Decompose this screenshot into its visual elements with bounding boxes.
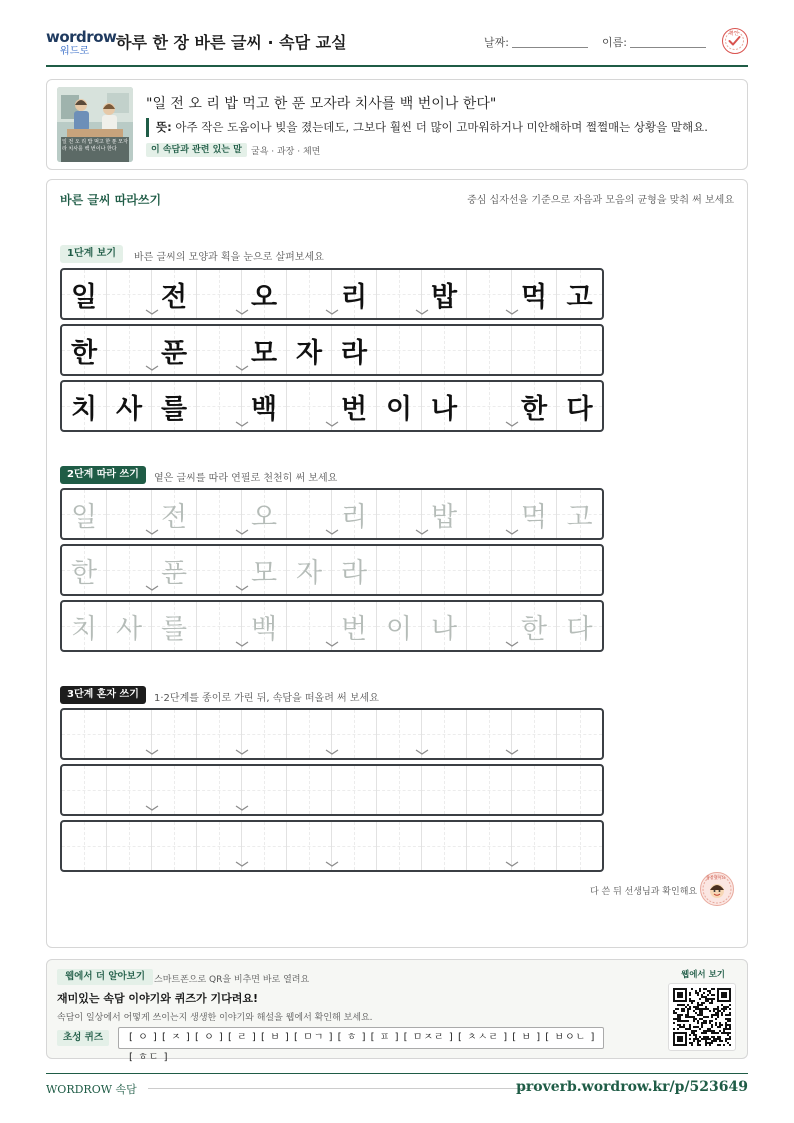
- check-badge-text: 확인: [729, 31, 739, 37]
- writing-cell[interactable]: [242, 490, 287, 538]
- writing-cell[interactable]: [422, 766, 467, 814]
- writing-char: 를: [160, 613, 188, 645]
- space-mark-icon: [234, 860, 250, 868]
- footer-url-link[interactable]: proverb.wordrow.kr/p/523649: [516, 1079, 748, 1095]
- writing-cell: [242, 382, 287, 430]
- footer-divider: [46, 1073, 748, 1074]
- writing-char: 자: [295, 557, 323, 589]
- logo-text: wordrow: [46, 28, 117, 46]
- step2-tag: 2단계 따라 쓰기: [60, 466, 146, 484]
- quiz-tag: 초성 퀴즈: [57, 1030, 109, 1046]
- space-mark-icon: [234, 748, 250, 756]
- space-mark-icon: [504, 308, 520, 316]
- writing-cell[interactable]: [422, 710, 467, 758]
- writing-cell: [107, 382, 152, 430]
- writing-cell[interactable]: [512, 766, 557, 814]
- writing-char: 나: [430, 613, 458, 645]
- writing-cell: [62, 382, 107, 430]
- space-mark-icon: [144, 584, 160, 592]
- space-mark-icon: [234, 364, 250, 372]
- writing-cell[interactable]: [332, 822, 377, 870]
- proverb-illustration: [57, 87, 133, 162]
- writing-char: 오: [250, 281, 278, 313]
- writing-char: 일: [70, 281, 98, 313]
- writing-cell[interactable]: [512, 822, 557, 870]
- writing-char: 일: [70, 501, 98, 533]
- space-mark-icon: [414, 308, 430, 316]
- writing-char: 라: [340, 337, 368, 369]
- space-mark-icon: [144, 804, 160, 812]
- space-mark-icon: [504, 528, 520, 536]
- writing-cell: [512, 270, 557, 318]
- writing-cell: [332, 326, 377, 374]
- header-divider: [46, 65, 748, 67]
- writing-cell[interactable]: [422, 602, 467, 650]
- writing-char: 이: [385, 393, 413, 425]
- writing-cell[interactable]: [332, 490, 377, 538]
- step2-writing-row[interactable]: [60, 600, 604, 652]
- writing-cell: [557, 382, 602, 430]
- writing-cell[interactable]: [422, 546, 467, 594]
- writing-cell: [422, 270, 467, 318]
- space-mark-icon: [504, 640, 520, 648]
- writing-cell: [512, 382, 557, 430]
- writing-char: 밥: [430, 281, 458, 313]
- writing-char: 고: [566, 501, 593, 533]
- writing-char: 나: [430, 393, 458, 425]
- promo-subtext: 속담이 일상에서 어떻게 쓰이는지 생생한 이야기와 해설을 웹에서 확인해 보세요.: [57, 1013, 373, 1023]
- writing-cell: [467, 326, 512, 374]
- writing-cell[interactable]: [422, 490, 467, 538]
- writing-cell[interactable]: [242, 822, 287, 870]
- writing-cell[interactable]: [332, 602, 377, 650]
- praise-stamp-icon: [700, 872, 734, 906]
- step2-hint: 옅은 글씨를 따라 연필로 천천히 써 보세요: [154, 473, 338, 484]
- space-mark-icon: [504, 860, 520, 868]
- stamp-text: 참잘했어요: [706, 875, 726, 880]
- writing-cell[interactable]: [332, 710, 377, 758]
- step2-writing-row[interactable]: [60, 488, 604, 540]
- writing-cell[interactable]: [557, 822, 602, 870]
- step3-writing-row[interactable]: [60, 820, 604, 872]
- writing-char: 한: [520, 393, 548, 425]
- teacher-note: 다 쓴 뒤 선생님과 확인해요: [590, 887, 698, 897]
- writing-cell[interactable]: [422, 822, 467, 870]
- writing-cell: [242, 326, 287, 374]
- writing-char: 모: [250, 337, 278, 369]
- writing-cell[interactable]: [557, 766, 602, 814]
- date-label: 날짜:: [484, 36, 509, 49]
- writing-char: 푼: [160, 337, 188, 369]
- space-mark-icon: [144, 308, 160, 316]
- writing-cell[interactable]: [242, 546, 287, 594]
- space-mark-icon: [234, 420, 250, 428]
- step3-writing-row[interactable]: [60, 764, 604, 816]
- writing-cell[interactable]: [152, 822, 197, 870]
- writing-cell: [152, 270, 197, 318]
- writing-cell[interactable]: [377, 766, 422, 814]
- writing-cell[interactable]: [152, 602, 197, 650]
- writing-char: 번: [340, 393, 368, 425]
- writing-cell[interactable]: [152, 766, 197, 814]
- writing-char: 푼: [160, 557, 188, 589]
- writing-cell[interactable]: [62, 710, 107, 758]
- writing-cell[interactable]: [287, 546, 332, 594]
- space-mark-icon: [234, 584, 250, 592]
- logo-subtext: 워드로: [60, 46, 89, 57]
- page-title: 하루 한 장 바른 글씨 · 속담 교실: [116, 33, 347, 52]
- writing-cell[interactable]: [512, 710, 557, 758]
- space-mark-icon: [144, 528, 160, 536]
- writing-cell[interactable]: [557, 602, 602, 650]
- footer-line: [148, 1088, 538, 1089]
- writing-cell[interactable]: [107, 822, 152, 870]
- writing-cell: [557, 270, 602, 318]
- name-field[interactable]: [630, 47, 706, 48]
- writing-cell[interactable]: [557, 710, 602, 758]
- writing-cell[interactable]: [467, 766, 512, 814]
- check-badge-icon: [722, 28, 748, 54]
- space-mark-icon: [414, 748, 430, 756]
- step1-tag: 1단계 보기: [60, 245, 123, 263]
- writing-cell: [62, 326, 107, 374]
- related-words-tag: 이 속담과 관련 있는 말: [146, 143, 247, 157]
- writing-char: 사: [115, 393, 143, 425]
- writing-cell[interactable]: [512, 490, 557, 538]
- writing-cell: [332, 270, 377, 318]
- writing-cell[interactable]: [62, 602, 107, 650]
- name-label: 이름:: [602, 36, 627, 49]
- space-mark-icon: [324, 860, 340, 868]
- writing-char: 한: [70, 557, 98, 589]
- space-mark-icon: [414, 528, 430, 536]
- space-mark-icon: [324, 640, 340, 648]
- space-mark-icon: [234, 640, 250, 648]
- writing-char: 라: [340, 557, 368, 589]
- qr-label: 웹에서 보기: [681, 970, 726, 980]
- space-mark-icon: [324, 528, 340, 536]
- promo-headline: 재미있는 속담 이야기와 퀴즈가 기다려요!: [57, 992, 258, 1005]
- writing-cell[interactable]: [107, 602, 152, 650]
- writing-cell[interactable]: [557, 490, 602, 538]
- step3-hint: 1·2단계를 종이로 가린 뒤, 속담을 떠올려 써 보세요: [154, 693, 379, 704]
- writing-char: 전: [160, 281, 188, 313]
- writing-char: 치: [70, 613, 98, 645]
- writing-char: 자: [295, 337, 323, 369]
- writing-cell: [377, 382, 422, 430]
- writing-cell: [62, 270, 107, 318]
- writing-cell[interactable]: [62, 822, 107, 870]
- writing-char: 다: [566, 613, 593, 645]
- meaning-accent-bar: [146, 118, 149, 137]
- writing-cell[interactable]: [512, 546, 557, 594]
- writing-char: 오: [250, 501, 278, 533]
- proverb-text: "일 전 오 리 밥 먹고 한 푼 모자라 치사를 백 번이나 한다": [146, 96, 497, 112]
- writing-cell[interactable]: [152, 490, 197, 538]
- practice-hint: 중심 십자선을 기준으로 자음과 모음의 균형을 맞춰 써 보세요: [467, 195, 734, 206]
- space-mark-icon: [504, 748, 520, 756]
- writing-cell: [152, 326, 197, 374]
- space-mark-icon: [234, 308, 250, 316]
- step1-hint: 바른 글씨의 모양과 획을 눈으로 살펴보세요: [134, 252, 324, 263]
- date-field[interactable]: [512, 47, 588, 48]
- space-mark-icon: [144, 748, 160, 756]
- writing-cell: [377, 326, 422, 374]
- writing-char: 를: [160, 393, 188, 425]
- writing-char: 리: [340, 281, 368, 313]
- writing-char: 백: [250, 613, 278, 645]
- illustration-caption: 일 전 오 리 밥 먹고 한 푼 모자라 치사를 백 번이나 한다: [62, 139, 128, 152]
- writing-char: 모: [250, 557, 278, 589]
- writing-cell[interactable]: [242, 710, 287, 758]
- writing-char: 한: [520, 613, 548, 645]
- writing-cell: [557, 326, 602, 374]
- writing-char: 먹: [520, 501, 548, 533]
- writing-cell[interactable]: [242, 766, 287, 814]
- writing-char: 전: [160, 501, 188, 533]
- writing-char: 백: [250, 393, 278, 425]
- space-mark-icon: [324, 748, 340, 756]
- writing-cell[interactable]: [377, 602, 422, 650]
- writing-char: 리: [340, 501, 368, 533]
- writing-cell[interactable]: [377, 822, 422, 870]
- step1-writing-row: [60, 324, 604, 376]
- writing-char: 밥: [430, 501, 458, 533]
- space-mark-icon: [144, 364, 160, 372]
- writing-char: 사: [115, 613, 143, 645]
- writing-cell: [242, 270, 287, 318]
- writing-cell[interactable]: [332, 546, 377, 594]
- writing-cell[interactable]: [467, 546, 512, 594]
- writing-char: 다: [566, 393, 593, 425]
- space-mark-icon: [234, 804, 250, 812]
- web-hint: 스마트폰으로 QR을 비추면 바로 열려요: [154, 975, 310, 985]
- proverb-meaning: [156, 119, 708, 135]
- step2-writing-row[interactable]: [60, 544, 604, 596]
- footer-brand: WORDROW 속담: [46, 1083, 137, 1096]
- space-mark-icon: [324, 420, 340, 428]
- writing-cell[interactable]: [287, 766, 332, 814]
- writing-cell: [422, 382, 467, 430]
- writing-cell: [512, 326, 557, 374]
- meaning-text: 아주 작은 도움이나 빚을 졌는데도, 그보다 훨씬 더 많이 고마워하거나 미안해하며 쩔쩔매는 상황을 말해요.: [175, 120, 708, 134]
- qr-code-icon[interactable]: [668, 983, 736, 1051]
- writing-char: 고: [566, 281, 593, 313]
- writing-cell: [152, 382, 197, 430]
- space-mark-icon: [324, 308, 340, 316]
- writing-char: 번: [340, 613, 368, 645]
- wordrow-logo: [46, 28, 117, 58]
- meaning-label: 뜻:: [156, 120, 172, 134]
- related-words: 굴욕 · 과장 · 체면: [251, 147, 321, 157]
- writing-cell[interactable]: [512, 602, 557, 650]
- step1-writing-row: [60, 268, 604, 320]
- writing-char: 치: [70, 393, 98, 425]
- writing-cell[interactable]: [557, 546, 602, 594]
- writing-cell[interactable]: [242, 602, 287, 650]
- web-more-tag: 웹에서 더 알아보기: [57, 969, 153, 985]
- writing-cell[interactable]: [332, 766, 377, 814]
- writing-cell[interactable]: [152, 710, 197, 758]
- writing-cell: [287, 326, 332, 374]
- practice-title: 바른 글씨 따라쓰기: [60, 193, 162, 207]
- writing-char: 이: [385, 613, 413, 645]
- writing-cell[interactable]: [377, 546, 422, 594]
- writing-cell[interactable]: [62, 490, 107, 538]
- writing-cell[interactable]: [62, 766, 107, 814]
- writing-char: 한: [70, 337, 98, 369]
- space-mark-icon: [234, 528, 250, 536]
- writing-cell: [332, 382, 377, 430]
- step1-writing-row: [60, 380, 604, 432]
- space-mark-icon: [504, 420, 520, 428]
- step3-writing-row[interactable]: [60, 708, 604, 760]
- writing-cell: [422, 326, 467, 374]
- writing-cell[interactable]: [152, 546, 197, 594]
- step3-tag: 3단계 혼자 쓰기: [60, 686, 146, 704]
- writing-cell[interactable]: [62, 546, 107, 594]
- initial-sound-quiz: [ ㅇ ] [ ㅈ ] [ ㅇ ] [ ㄹ ] [ ㅂ ] [ ㅁㄱ ] [ ㅎ ] [ ㅍ ] [ ㅁㅈㄹ ] [ ㅊㅅㄹ ] [ ㅂ ] [ ㅂㅇㄴ ] [ ㅎㄷ ]: [118, 1027, 604, 1049]
- writing-char: 먹: [520, 281, 548, 313]
